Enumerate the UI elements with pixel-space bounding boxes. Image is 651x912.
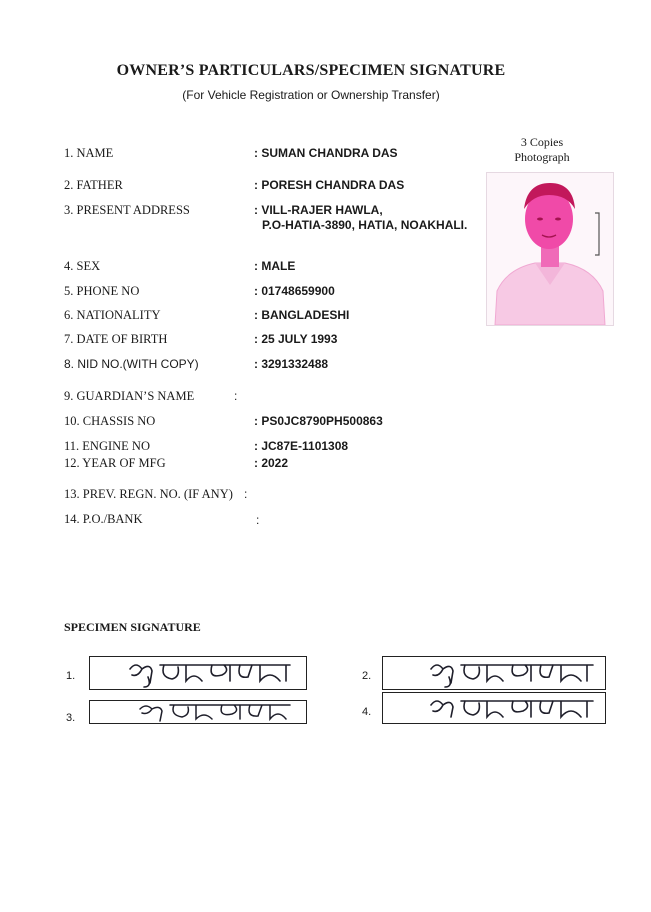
father-label: 2. FATHER xyxy=(64,178,123,192)
name-label: 1. NAME xyxy=(64,146,114,160)
phone-label: 5. PHONE NO xyxy=(64,284,140,298)
po-bank-value: : xyxy=(256,513,260,527)
specimen-signature-title: SPECIMEN SIGNATURE xyxy=(64,620,201,634)
signature-image-3 xyxy=(90,701,306,723)
engine-label: 11. ENGINE NO xyxy=(64,439,150,453)
prev-regn-value: : xyxy=(244,487,248,501)
dob-value: : 25 JULY 1993 xyxy=(254,332,338,346)
guardian-label: 9. GUARDIAN’S NAME xyxy=(64,389,195,403)
signature-number-2: 2. xyxy=(362,670,372,682)
owner-portrait-image xyxy=(487,173,613,325)
sex-value: : MALE xyxy=(254,259,296,273)
address-label: 3. PRESENT ADDRESS xyxy=(64,203,190,217)
photo-caption xyxy=(500,135,584,165)
guardian-value: : xyxy=(234,389,238,403)
nationality-label: 6. NATIONALITY xyxy=(64,308,161,322)
year-value: : 2022 xyxy=(254,456,289,470)
chassis-label: 10. CHASSIS NO xyxy=(64,414,156,428)
signature-box-1 xyxy=(89,656,307,690)
signature-image-2 xyxy=(383,657,605,689)
signature-box-2 xyxy=(382,656,606,690)
signature-image-4 xyxy=(383,693,605,723)
chassis-value: : PS0JC8790PH500863 xyxy=(254,414,383,428)
form-title: OWNER’S PARTICULARS/SPECIMEN SIGNATURE xyxy=(116,62,506,79)
dob-label: 7. DATE OF BIRTH xyxy=(64,332,168,346)
signature-number-1: 1. xyxy=(66,670,76,682)
signature-image-1 xyxy=(90,657,306,689)
address-value-line1: : VILL-RAJER HAWLA, xyxy=(254,203,383,217)
name-value: : SUMAN CHANDRA DAS xyxy=(254,146,398,160)
po-bank-label: 14. P.O./BANK xyxy=(64,512,143,526)
form-subtitle: (For Vehicle Registration or Ownership Transfer) xyxy=(182,88,440,102)
father-value: : PORESH CHANDRA DAS xyxy=(254,178,405,192)
signature-box-4 xyxy=(382,692,606,724)
nid-value: : 3291332488 xyxy=(254,357,329,371)
sex-label: 4. SEX xyxy=(64,259,101,273)
signature-number-3: 3. xyxy=(66,712,76,724)
owner-photograph xyxy=(486,172,614,326)
photo-caption-label: Photograph xyxy=(514,150,570,164)
phone-value: : 01748659900 xyxy=(254,284,335,298)
address-value-line2: P.O-HATIA-3890, HATIA, NOAKHALI. xyxy=(262,218,468,232)
prev-regn-label: 13. PREV. REGN. NO. (IF ANY) xyxy=(64,487,233,501)
signature-number-4: 4. xyxy=(362,706,372,718)
signature-box-3 xyxy=(89,700,307,724)
engine-value: : JC87E-1101308 xyxy=(254,439,349,453)
nationality-value: : BANGLADESHI xyxy=(254,308,350,322)
year-label: 12. YEAR OF MFG xyxy=(64,456,166,470)
nid-label: 8. NID NO.(WITH COPY) xyxy=(64,357,199,371)
photo-caption-copies: 3 Copies xyxy=(520,135,564,149)
